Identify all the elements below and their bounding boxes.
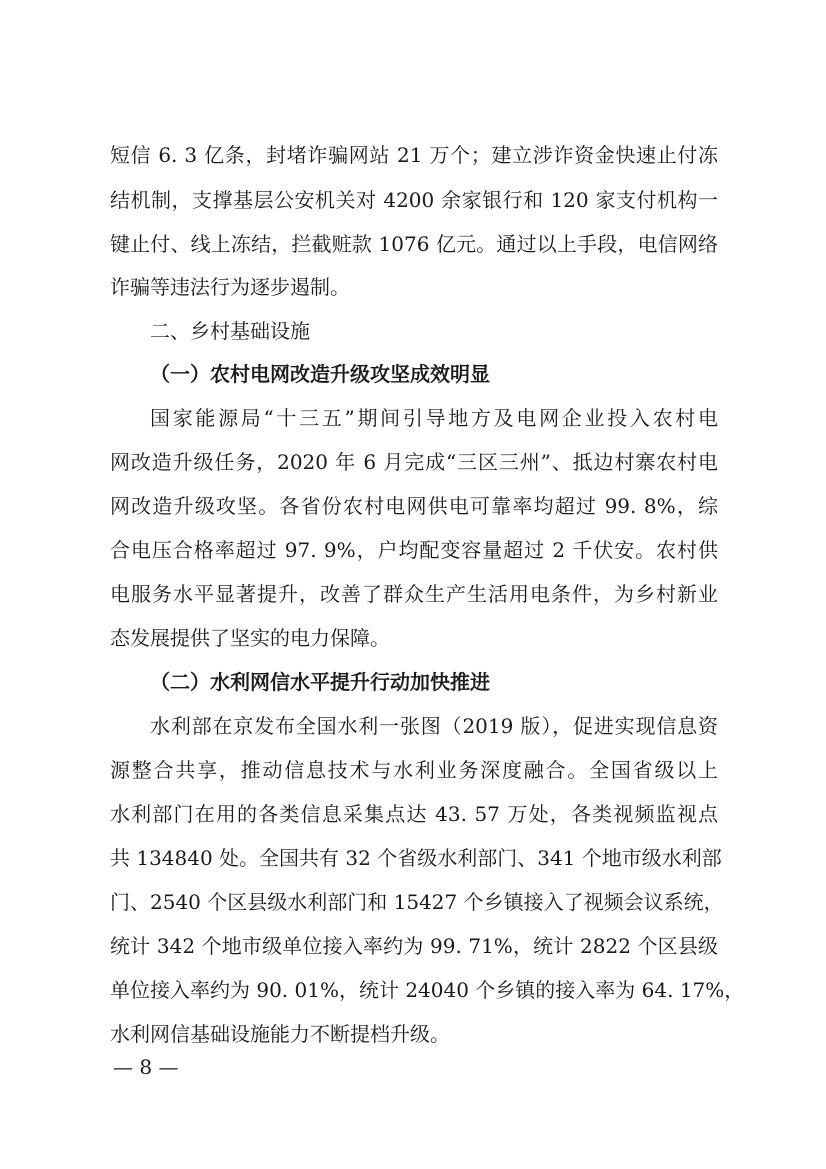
paragraph-line: 合电压合格率超过 97. 9%，户均配变容量超过 2 千伏安。农村供 — [110, 538, 718, 562]
paragraph-line: 水利网信基础设施能力不断提档升级。 — [110, 1022, 450, 1046]
paragraph-line: 网改造升级任务，2020 年 6 月完成“三区三州”、抵边村寨农村电 — [110, 450, 718, 474]
paragraph-line: 门、2540 个区县级水利部门和 15427 个乡镇接入了视频会议系统， — [110, 890, 724, 914]
paragraph-line: 共 134840 处。全国共有 32 个省级水利部门、341 个地市级水利部 — [110, 846, 722, 870]
paragraph-line: 结机制，支撑基层公安机关对 4200 余家银行和 120 家支付机构一 — [110, 188, 718, 212]
paragraph-line: 水利部门在用的各类信息采集点达 43. 57 万处，各类视频监视点 — [110, 802, 718, 826]
page-number: — 8 — — [113, 1055, 179, 1079]
paragraph-line: 源整合共享，推动信息技术与水利业务深度融合。全国省级以上 — [110, 758, 718, 782]
paragraph-line: 短信 6. 3 亿条，封堵诈骗网站 21 万个；建立涉诈资金快速止付冻 — [110, 143, 718, 167]
paragraph-line: 诈骗等违法行为逐步遏制。 — [110, 275, 350, 299]
paragraph-line: 态发展提供了坚实的电力保障。 — [110, 626, 390, 650]
paragraph-line: 键止付、线上冻结，拦截赃款 1076 亿元。通过以上手段，电信网络 — [110, 232, 718, 256]
section-heading: 二、乡村基础设施 — [150, 319, 310, 343]
paragraph-line: 网改造升级攻坚。各省份农村电网供电可靠率均超过 99. 8%，综 — [110, 494, 718, 518]
paragraph-line: 水利部在京发布全国水利一张图（2019 版），促进实现信息资 — [150, 714, 718, 738]
paragraph-line: 国家能源局“十三五”期间引导地方及电网企业投入农村电 — [150, 406, 718, 430]
subsection-heading: （一）农村电网改造升级攻坚成效明显 — [150, 362, 490, 386]
subsection-heading: （二）水利网信水平提升行动加快推进 — [150, 670, 490, 694]
paragraph-line: 电服务水平显著提升，改善了群众生产生活用电条件，为乡村新业 — [110, 582, 718, 606]
paragraph-line: 统计 342 个地市级单位接入率约为 99. 71%，统计 2822 个区县级 — [110, 934, 718, 958]
paragraph-line: 单位接入率约为 90. 01%，统计 24040 个乡镇的接入率为 64. 17%， — [110, 978, 745, 1002]
